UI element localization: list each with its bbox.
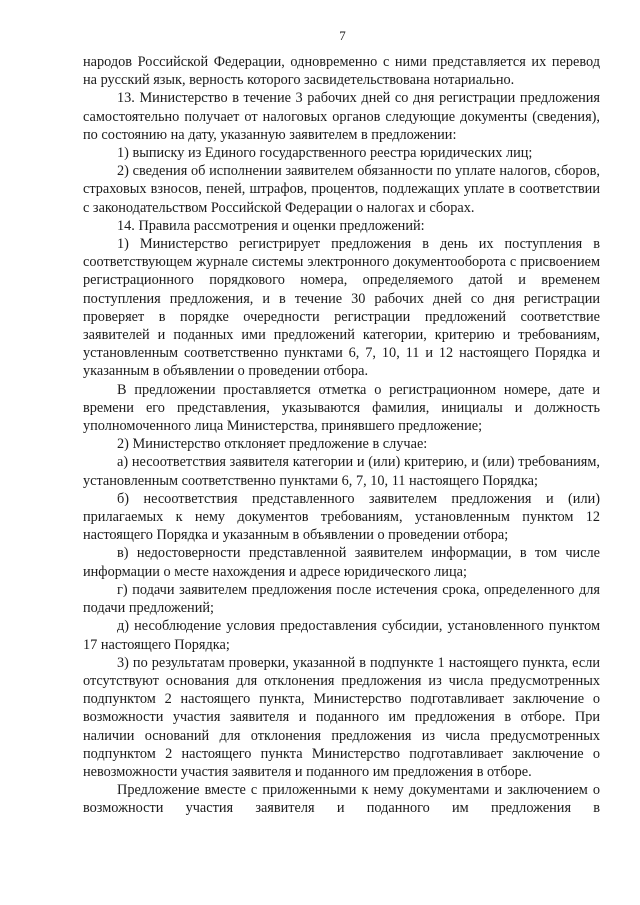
paragraph: народов Российской Федерации, одновременно с ними представляется их перевод на русский язык, верность которого засвидетельствована нотариально.: [83, 54, 600, 89]
paragraph: 2) Министерство отклоняет предложение в случае:: [117, 436, 428, 453]
paragraph: б) несоответствия представленного заявителем предложения и (или) прилагаемых к нему документов требованиям, установленным пунктом 12 настоящего Порядка и указанным в объявлении о проведении отбора;: [83, 490, 600, 544]
document-body: [83, 53, 600, 818]
paragraph: 1) выписку из Единого государственного реестра юридических лиц;: [117, 145, 533, 162]
paragraph: В предложении проставляется отметка о регистрационном номере, дате и времени его представления, указываются фамилия, инициалы и должность уполномоченного лица Министерства, принявшего предложение;: [83, 381, 600, 435]
paragraph: Предложение вместе с приложенными к нему документами и заключением о возможности участия заявителя и поданного им предложения в: [83, 782, 600, 817]
paragraph: 3) по результатам проверки, указанной в подпункте 1 настоящего пункта, если отсутствуют основания для отклонения предложения из числа предусмотренных подпунктом 2 настоящего пункта, Министерство подготавливает заключение о возможности участия заявителя и поданного им предложения в отборе. При наличии оснований для отклонения предложения из числа предусмотренных подпунктом 2 настоящего пункта Министерство подготавливает заключение о невозможности участия заявителя и поданного им предложения в отборе.: [83, 654, 600, 780]
paragraph: а) несоответствия заявителя категории и (или) критерию, и (или) требованиям, установленным соответственно пунктами 6, 7, 10, 11 настоящего Порядка;: [83, 454, 600, 489]
paragraph: в) недостоверности представленной заявителем информации, в том числе информации о месте нахождения и адресе юридического лица;: [83, 545, 600, 580]
paragraph: д) несоблюдение условия предоставления субсидии, установленного пунктом 17 настоящего Порядка;: [83, 618, 600, 653]
paragraph: 14. Правила рассмотрения и оценки предложений:: [117, 217, 425, 234]
paragraph: 2) сведения об исполнении заявителем обязанности по уплате налогов, сборов, страховых взносов, пеней, штрафов, процентов, подлежащих уплате в соответствии с законодательством Российской Федерации о налогах и сборах.: [83, 163, 600, 216]
paragraph: г) подачи заявителем предложения после истечения срока, определенного для подачи предложений;: [83, 581, 600, 617]
paragraph: 1) Министерство регистрирует предложения в день их поступления в соответствующем журнале системы электронного документооборота с присвоением регистрационного порядкового номера, определяемого датой и временем поступления предложения, и в течение 30 рабочих дней со дня регистрации проверяет в порядке очередности регистрации предложений соответствие заявителей и поданных ими предложений категории, критерию и требованиям, установленным соответственно пунктами 6, 7, 10, 11 и 12 настоящего Порядка и указанным в объявлении о проведении отбора.: [83, 236, 600, 380]
page-number: 7: [339, 28, 346, 43]
paragraph: 13. Министерство в течение 3 рабочих дней со дня регистрации предложения самостоятельно получает от налоговых органов следующие документы (сведения), по состоянию на дату, указанную заявителем в предложении:: [83, 90, 600, 143]
